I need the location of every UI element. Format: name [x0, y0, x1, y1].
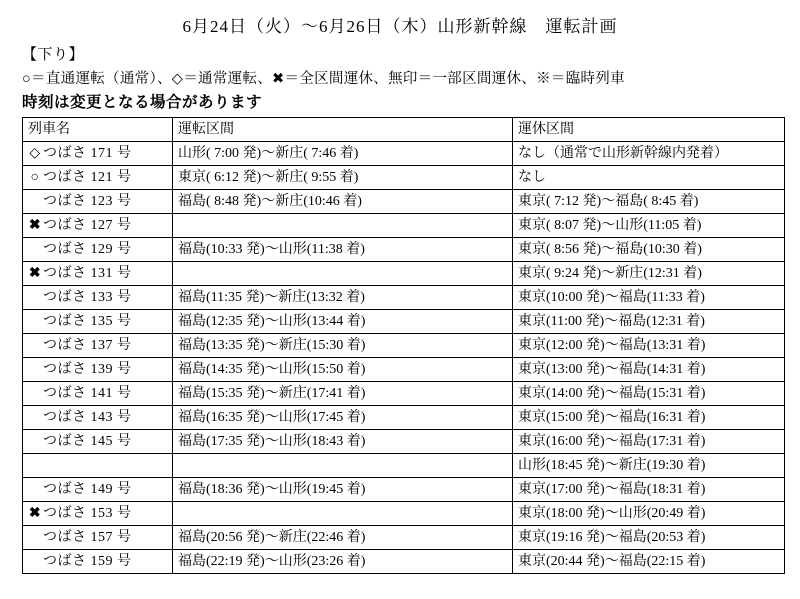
train-name-label: つばさ 123 号	[43, 194, 132, 209]
cell-train-name	[23, 238, 173, 262]
table-row	[23, 190, 785, 214]
cell-train-name	[23, 262, 173, 286]
table-row	[23, 502, 785, 526]
page-title: 6月24日（火）～6月26日（木）山形新幹線 運転計画	[182, 17, 618, 36]
cell-train-name	[23, 142, 173, 166]
train-status-mark-icon: ✖	[28, 266, 42, 281]
train-name-label: つばさ 131 号	[43, 266, 132, 281]
train-name-label: つばさ 135 号	[43, 314, 132, 329]
cell-operating-section: 福島(13:35 発)～新庄(15:30 着)	[173, 334, 513, 358]
cell-operating-section	[173, 214, 513, 238]
train-status-mark-icon: ✖	[28, 218, 42, 233]
legend-text: ○＝直通運転（通常）、◇＝通常運転、✖＝全区間運休、無印＝一部区間運休、※＝臨時列車	[22, 71, 625, 87]
table-row	[23, 406, 785, 430]
train-name-label: つばさ 121 号	[43, 170, 132, 185]
table-row	[23, 262, 785, 286]
cell-suspended-section: 東京(15:00 発)～福島(16:31 着)	[513, 406, 785, 430]
train-name-label: つばさ 141 号	[43, 386, 132, 401]
cell-operating-section	[173, 262, 513, 286]
train-status-mark-icon: ○	[30, 170, 40, 185]
column-header-suspended-section: 運休区間	[513, 118, 785, 142]
cell-suspended-section: 東京(12:00 発)～福島(13:31 着)	[513, 334, 785, 358]
cell-suspended-section: 東京( 9:24 発)～新庄(12:31 着)	[513, 262, 785, 286]
table-body	[23, 142, 785, 574]
cell-train-name	[23, 190, 173, 214]
train-name-label: つばさ 159 号	[43, 554, 132, 569]
cell-suspended-section: 東京( 8:07 発)～山形(11:05 着)	[513, 214, 785, 238]
cell-suspended-section: 東京(11:00 発)～福島(12:31 着)	[513, 310, 785, 334]
cell-suspended-section: 東京(14:00 発)～福島(15:31 着)	[513, 382, 785, 406]
cell-operating-section	[173, 454, 513, 478]
cell-train-name	[23, 502, 173, 526]
cell-train-name	[23, 214, 173, 238]
table-row	[23, 382, 785, 406]
train-name-label: つばさ 143 号	[43, 410, 132, 425]
cell-operating-section: 福島( 8:48 発)～新庄(10:46 着)	[173, 190, 513, 214]
cell-operating-section: 福島(22:19 発)～山形(23:26 着)	[173, 550, 513, 574]
cell-train-name	[23, 358, 173, 382]
cell-operating-section: 福島(20:56 発)～新庄(22:46 着)	[173, 526, 513, 550]
train-name-label: つばさ 129 号	[43, 242, 132, 257]
cell-train-name	[23, 382, 173, 406]
cell-suspended-section: 東京(13:00 発)～福島(14:31 着)	[513, 358, 785, 382]
train-name-label: つばさ 149 号	[43, 482, 132, 497]
section-label: 【下り】	[22, 47, 85, 63]
cell-operating-section: 福島(18:36 発)～山形(19:45 着)	[173, 478, 513, 502]
cell-suspended-section: 東京(10:00 発)～福島(11:33 着)	[513, 286, 785, 310]
cell-suspended-section: 東京(20:44 発)～福島(22:15 着)	[513, 550, 785, 574]
train-status-mark-icon: ✖	[28, 506, 42, 521]
table-header	[23, 118, 785, 142]
table-row	[23, 526, 785, 550]
cell-operating-section: 山形( 7:00 発)～新庄( 7:46 着)	[173, 142, 513, 166]
table-row	[23, 310, 785, 334]
train-name-label: つばさ 127 号	[43, 218, 132, 233]
train-name-label: つばさ 157 号	[43, 530, 132, 545]
cell-train-name	[23, 478, 173, 502]
cell-operating-section: 福島(16:35 発)～山形(17:45 着)	[173, 406, 513, 430]
cell-operating-section: 福島(10:33 発)～山形(11:38 着)	[173, 238, 513, 262]
notice-text: 時刻は変更となる場合があります	[22, 94, 263, 111]
cell-operating-section: 福島(17:35 発)～山形(18:43 着)	[173, 430, 513, 454]
cell-train-name	[23, 406, 173, 430]
cell-train-name	[23, 334, 173, 358]
cell-train-name	[23, 454, 173, 478]
table-row	[23, 478, 785, 502]
column-header-operating-section: 運転区間	[173, 118, 513, 142]
train-name-label: つばさ 153 号	[43, 506, 132, 521]
table-row	[23, 238, 785, 262]
cell-operating-section: 東京( 6:12 発)～新庄( 9:55 着)	[173, 166, 513, 190]
table-row	[23, 142, 785, 166]
table-header-row	[23, 118, 785, 142]
train-name-label: つばさ 137 号	[43, 338, 132, 353]
cell-suspended-section: 東京(17:00 発)～福島(18:31 着)	[513, 478, 785, 502]
cell-suspended-section: 東京(18:00 発)～山形(20:49 着)	[513, 502, 785, 526]
cell-train-name	[23, 310, 173, 334]
cell-train-name	[23, 166, 173, 190]
cell-train-name	[23, 550, 173, 574]
train-name-label: つばさ 145 号	[43, 434, 132, 449]
column-header-train-name: 列車名	[23, 118, 173, 142]
cell-train-name	[23, 286, 173, 310]
cell-operating-section: 福島(11:35 発)～新庄(13:32 着)	[173, 286, 513, 310]
cell-suspended-section: なし（通常で山形新幹線内発着）	[513, 142, 785, 166]
cell-operating-section: 福島(12:35 発)～山形(13:44 着)	[173, 310, 513, 334]
cell-operating-section: 福島(14:35 発)～山形(15:50 着)	[173, 358, 513, 382]
cell-suspended-section: 東京(19:16 発)～福島(20:53 着)	[513, 526, 785, 550]
table-row	[23, 166, 785, 190]
schedule-table	[22, 117, 785, 574]
train-status-mark-icon: ◇	[29, 146, 41, 161]
cell-suspended-section: なし	[513, 166, 785, 190]
cell-suspended-section: 東京( 8:56 発)～福島(10:30 着)	[513, 238, 785, 262]
table-row	[23, 358, 785, 382]
cell-suspended-section: 山形(18:45 発)～新庄(19:30 着)	[513, 454, 785, 478]
table-row	[23, 286, 785, 310]
table-row	[23, 334, 785, 358]
cell-train-name	[23, 430, 173, 454]
table-row	[23, 214, 785, 238]
cell-suspended-section: 東京(16:00 発)～福島(17:31 着)	[513, 430, 785, 454]
train-name-label: つばさ 133 号	[43, 290, 132, 305]
train-name-label: つばさ 171 号	[43, 146, 132, 161]
table-row	[23, 550, 785, 574]
table-row	[23, 430, 785, 454]
table-row	[23, 454, 785, 478]
train-name-label: つばさ 139 号	[43, 362, 132, 377]
cell-operating-section: 福島(15:35 発)～新庄(17:41 着)	[173, 382, 513, 406]
cell-train-name	[23, 526, 173, 550]
cell-suspended-section: 東京( 7:12 発)～福島( 8:45 着)	[513, 190, 785, 214]
cell-operating-section	[173, 502, 513, 526]
